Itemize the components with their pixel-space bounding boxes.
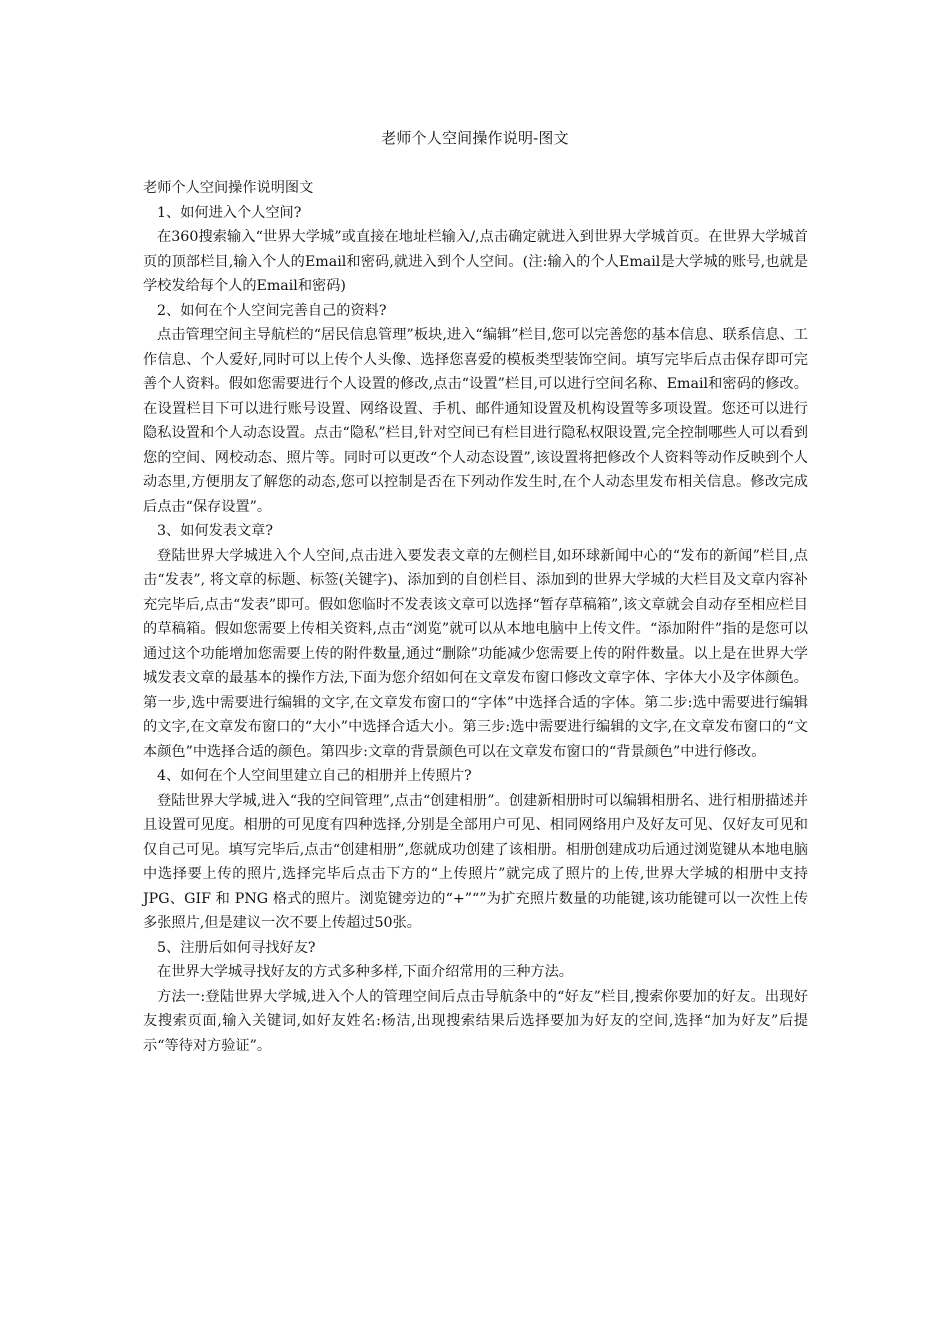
section-paragraph-2: 点击管理空间主导航栏的“居民信息管理”板块,进入“编辑”栏目,您可以完善您的基本信息、联系信息、工作信息、个人爱好,同时可以上传个人头像、选择您喜爱的模板类型装饰空间。填写完毕后点击保存即可完善个人资料。假如您需要进行个人设置的修改,点击“设置”栏目,可以进行空间名称、Email和密码的修改。在设置栏目下可以进行账号设置、网络设置、手机、邮件通知设置及机构设置等多项设置。您还可以进行隐私设置和个人动态设置。点击“隐私”栏目,针对空间已有栏目进行隐私权限设置,完全控制哪些人可以看到您的空间、网校动态、照片等。同时可以更改“个人动态设置”,该设置将把修改个人资料等动作反映到个人动态里,方便朋友了解您的动态,您可以控制是否在下列动作发生时,在个人动态里发布相关信息。修改完成后点击“保存设置”。 [143,327,808,515]
section-paragraph-5b: 方法一:登陆世界大学城,进入个人的管理空间后点击导航条中的“好友”栏目,搜索你要加的好友。出现好友搜索页面,输入关键词,如好友姓名:杨洁,出现搜索结果后选择要加为好友的空间,选择“加为好友”后提示“等待对方验证”。 [143,988,808,1054]
document-subtitle: 老师个人空间操作说明图文 [143,180,314,196]
section-heading-5: 5、注册后如何寻找好友? [157,939,316,956]
section-heading-2: 2、如何在个人空间完善自己的资料? [157,302,387,319]
section-paragraph-4: 登陆世界大学城,进入“我的空间管理”,点击“创建相册”。创建新相册时可以编辑相册名、进行相册描述并且设置可见度。相册的可见度有四种选择,分别是全部用户可见、相同网络用户及好友可见、仅好友可见和仅自己可见。填写完毕后,点击“创建相册”,您就成功创建了该相册。相册创建成功后通过浏览键从本地电脑中选择要上传的照片,选择完毕后点击下方的“上传照片”就完成了照片的上传,世界大学城的相册中支持 JPG、GIF 和 PNG 格式的照片。浏览键旁边的“+”“”为扩充照片数量的功能键,该功能键可以一次性上传多张照片,但是建议一次不要上传超过50张。 [143,792,808,931]
section-heading-4: 4、如何在个人空间里建立自己的相册并上传照片? [157,768,472,784]
document-body [143,176,808,1058]
section-paragraph-3: 登陆世界大学城进入个人空间,点击进入要发表文章的左侧栏目,如环球新闻中心的“发布的新闻”栏目,点击“发表”, 将文章的标题、标签(关键字)、添加到的自创栏目、添加到的世界大学城的大栏目及文章内容补充完毕后,点击“发表”即可。假如您临时不发表该文章可以选择“暂存草稿箱”,该文章就会自动存至相应栏目的草稿箱。假如您需要上传相关资料,点击“浏览”就可以从本地电脑中上传文件。“添加附件”指的是您可以通过这个功能增加您需要上传的附件数量,通过“删除”功能减少您需要上传的附件数量。以上是在世界大学城发表文章的最基本的操作方法,下面为您介绍如何在文章发布窗口修改文章字体、字体大小及字体颜色。第一步,选中需要进行编辑的文字,在文章发布窗口的“字体”中选择合适的字体。第二步:选中需要进行编辑的文字,在文章发布窗口的“大小”中选择合适大小。第三步:选中需要进行编辑的文字,在文章发布窗口的“文本颜色”中选择合适的颜色。第四步:文章的背景颜色可以在文章发布窗口的“背景颜色”中进行修改。 [143,547,808,760]
section-paragraph-5a: 在世界大学城寻找好友的方式多种多样,下面介绍常用的三种方法。 [157,964,573,980]
section-heading-3: 3、如何发表文章? [157,523,273,539]
section-paragraph-1: 在360搜索输入“世界大学城”或直接在地址栏输入/,点击确定就进入到世界大学城首页。在世界大学城首页的顶部栏目,输入个人的Email和密码,就进入到个人空间。(注:输入的个人Email是大学城的账号,也就是学校发给每个人的Email和密码) [143,229,808,294]
document-title: 老师个人空间操作说明-图文 [381,129,569,147]
section-heading-1: 1、如何进入个人空间? [157,204,302,221]
